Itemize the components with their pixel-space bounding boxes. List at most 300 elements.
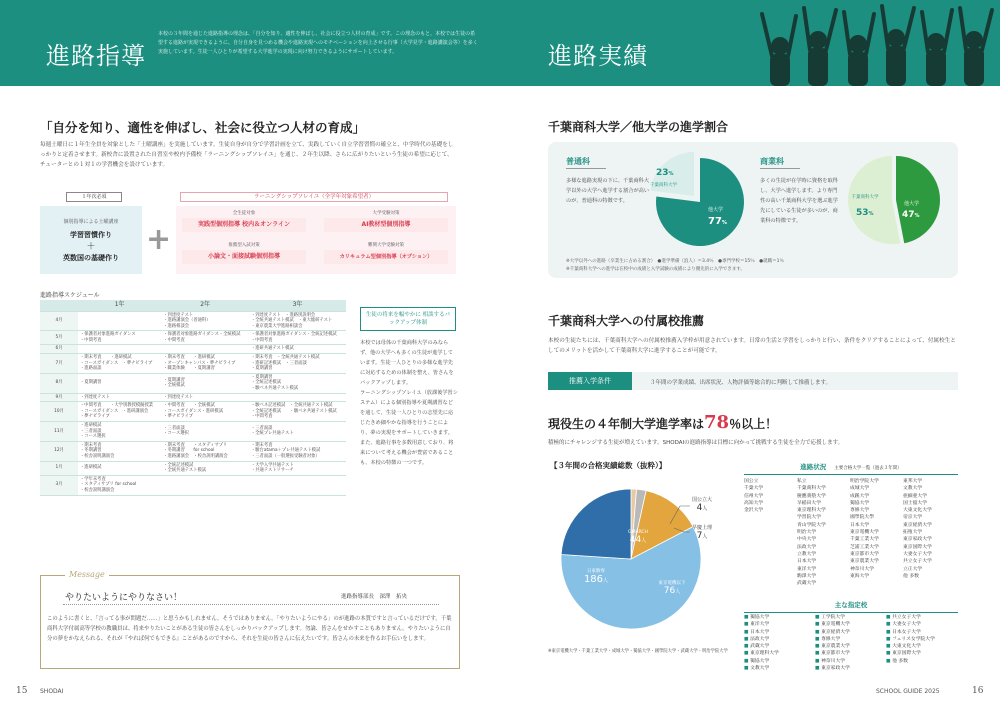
table-row bbox=[40, 354, 346, 374]
univ-column bbox=[797, 478, 850, 587]
message-box bbox=[40, 570, 460, 669]
month-header bbox=[40, 300, 78, 311]
list-item bbox=[744, 485, 797, 492]
list-item bbox=[886, 658, 957, 665]
callout2-val: 7 bbox=[696, 531, 703, 541]
page-title-right: 進路実績 bbox=[548, 42, 648, 70]
shogyo-a-num: 53 bbox=[856, 208, 869, 218]
c4-sub: 難関大学受験対策 bbox=[368, 243, 404, 248]
univ-name: 東京理科大学 bbox=[750, 651, 779, 657]
message-body: このように書くと、「言ってる事が問題だ……」と思うかもしれません。そうではありません。「やりたいようにやる」のが進路の本質ですと言っているだけです。千葉商科大学付属高等学校の教職員は、将来やりたいことがある生徒の皆さんをしっかりバックアップします。勿論、皆さんをせかすこともありません。やりたいように自分の夢をかなえられる、それが『やれば何でもできる』ことがあるのですから、それを生徒の皆さんに伝えたいです。皆さんの未来を作るお手伝いをします。 bbox=[47, 616, 452, 642]
bullet-icon: ■ bbox=[815, 644, 822, 650]
bullet-icon: ■ bbox=[815, 666, 822, 672]
list-item bbox=[815, 658, 886, 665]
univ-name: 成蹊大学 bbox=[850, 493, 870, 499]
list-item bbox=[744, 478, 797, 485]
schedule-month: 5月 bbox=[40, 331, 78, 345]
schedule-month: 10月 bbox=[40, 402, 78, 422]
schedule-month: 11月 bbox=[40, 422, 78, 442]
list-item bbox=[744, 629, 815, 636]
schedule-cell: ・期末考査 ・進研模試 ・オープンキャンパス・夢ナビライブ ・職業体験 ・夏期講習 bbox=[161, 354, 249, 374]
univ-name: 獨協大学 bbox=[750, 615, 770, 620]
bullet-icon: ■ bbox=[815, 636, 822, 642]
univ-name: 大妻女子大学 bbox=[903, 551, 932, 557]
list-item bbox=[886, 636, 957, 643]
support-text: 本校では母体の千葉商科大学のみならず、他の大学へも多くの生徒が進学しています。生徒一人ひとりの多様な進学先に対応するための体制を整え、皆さんをバックアップします。 ラーニングシップソレイユ（放課後学習システム）による個別指導や夏期講習などを通して、生徒一人ひとりの志望先に応じたきめ細やかな指導を行うことにより、夢の実現をサポートしていきます。また、進路行事を多数用意しており、将来について考える機会が豊富であることも、本校の特徴の一つです。 bbox=[360, 340, 458, 466]
message-author: 進路指導部長 深澤 拓央 bbox=[341, 594, 408, 600]
univ-name: 東海大学 bbox=[850, 573, 870, 579]
univ-name: 日本大学 bbox=[797, 559, 817, 565]
schedule-cell: ・三者面談 ・コース選択 bbox=[161, 422, 249, 442]
univ-name: 国士舘大学 bbox=[903, 500, 927, 506]
callout1-unit: 人 bbox=[702, 506, 708, 512]
schedule-cell: ・三者面談 ・全統プレ共通テスト bbox=[249, 422, 346, 442]
univ-name: 東京国際大学 bbox=[903, 544, 932, 550]
schedule-cell: ・駿ベネ記述模試 ・全統共通テスト模試 ・全統記述模試 ・駿ベネ共通テスト模試 ・中間考査 bbox=[249, 402, 346, 422]
list-item bbox=[850, 478, 903, 485]
section1-main: 千葉商科大学／他大学の進学割合 bbox=[548, 120, 729, 134]
list-item bbox=[797, 514, 850, 521]
univ-name: 文教大学 bbox=[903, 486, 923, 492]
univ-name: 駒澤大学 bbox=[797, 573, 817, 579]
pie-note: ※東京電機大学・千葉工業大学・成城大学・獨協大学・國學院大学・武蔵大学・明治学院大学 bbox=[548, 649, 728, 654]
schedule-cell: ・夏期講習 ・全統模試 bbox=[161, 373, 249, 393]
message-divider bbox=[63, 604, 439, 605]
schedule-month: 8月 bbox=[40, 373, 78, 393]
list-item bbox=[850, 573, 903, 580]
univ-name: 大東文化大学 bbox=[892, 644, 921, 650]
schedule-title: 進路指導スケジュール bbox=[40, 292, 100, 299]
table-row bbox=[40, 373, 346, 393]
list-item bbox=[744, 500, 797, 507]
list-item bbox=[850, 514, 903, 521]
table-row bbox=[40, 331, 346, 345]
univ-name: 明治大学 bbox=[797, 530, 817, 536]
futsu-b-num: 77 bbox=[708, 216, 722, 227]
callout2-name: 早慶上理 bbox=[692, 525, 713, 531]
plus-icon: + bbox=[146, 222, 172, 257]
year2-header: 2年 bbox=[161, 300, 249, 311]
univ-column bbox=[850, 478, 903, 580]
bullet-icon: ■ bbox=[886, 651, 893, 657]
bullet-icon: ■ bbox=[815, 658, 822, 664]
univ-name: 早稲田大学 bbox=[797, 500, 821, 506]
table-row bbox=[40, 393, 346, 402]
univ-name: 東洋大学 bbox=[750, 622, 770, 628]
univ-name: 他 多数 bbox=[892, 658, 908, 664]
schedule-cell: ・進研模試 ・三者面談 ・コース選択 bbox=[78, 422, 161, 442]
schedule-cell bbox=[161, 345, 249, 354]
bullet-icon: ■ bbox=[744, 644, 751, 650]
list-item bbox=[886, 629, 957, 636]
table-row bbox=[40, 402, 346, 422]
list-item bbox=[903, 558, 956, 565]
list-item bbox=[886, 643, 957, 650]
univ-name: 共立女子大学 bbox=[903, 559, 932, 565]
univ-name: 芝浦工業大学 bbox=[850, 544, 879, 550]
futsu-name: 普通科 bbox=[566, 157, 590, 166]
univ-column bbox=[886, 614, 957, 665]
bullet-icon: ■ bbox=[886, 644, 893, 650]
univ-name: 國學院大學 bbox=[850, 515, 874, 521]
univ-name: 明治学院大学 bbox=[850, 479, 879, 484]
univ-name: 武蔵大学 bbox=[797, 581, 817, 587]
list-item bbox=[886, 621, 957, 628]
list-item bbox=[903, 485, 956, 492]
list-item bbox=[903, 493, 956, 500]
list-item bbox=[815, 636, 886, 643]
univ-name: 東京経済大学 bbox=[821, 629, 850, 635]
headline: 「自分を知り、適性を伸ばし、社会に役立つ人材の育成」 bbox=[40, 120, 366, 135]
schedule-month: 3月 bbox=[40, 475, 78, 495]
schedule-cell bbox=[78, 311, 161, 331]
futsu-a-num: 23 bbox=[656, 168, 669, 178]
univ-name: 東京農業大学 bbox=[850, 559, 879, 565]
futsu-a-value: 23% bbox=[656, 168, 674, 178]
list-item bbox=[886, 650, 957, 657]
univ-name: 共立女子大学 bbox=[892, 615, 921, 620]
pie-label-other-unit: 人 bbox=[675, 589, 681, 595]
univ-name: 高知大学 bbox=[744, 500, 764, 506]
bullet-icon: ■ bbox=[744, 629, 751, 635]
univ-name: 法政大学 bbox=[797, 544, 817, 550]
univ-name: 学習院大学 bbox=[797, 515, 821, 521]
univ-name: 帝京大学 bbox=[903, 515, 923, 521]
table-row bbox=[40, 441, 346, 461]
schedule-month: 6月 bbox=[40, 345, 78, 354]
list-item bbox=[797, 573, 850, 580]
c2-sub: 大学受験対策 bbox=[372, 211, 400, 216]
shogyo-b-label: 他大学 bbox=[904, 201, 920, 207]
page-number-left: 15 bbox=[16, 686, 28, 696]
bullet-icon: ■ bbox=[744, 651, 751, 657]
univ-name: 東京経済大学 bbox=[903, 522, 932, 528]
table-row bbox=[40, 422, 346, 442]
pie-label-gmarch-val: 44 bbox=[629, 535, 642, 545]
list-item bbox=[850, 522, 903, 529]
univ-name: 専修大学 bbox=[850, 508, 870, 514]
schedule-cell: ・到達度テスト ・進路講演会（普通科） ・進路相談会 bbox=[161, 311, 249, 331]
schedule-month: 1月 bbox=[40, 461, 78, 475]
univ-name: 神奈川大学 bbox=[821, 658, 846, 664]
univ-name: 国公立 bbox=[744, 479, 759, 484]
univ-name: 他 多数 bbox=[903, 573, 919, 579]
list-item bbox=[850, 529, 903, 536]
univ-name: 成城大学 bbox=[850, 486, 870, 492]
pie-label-nkks-unit: 人 bbox=[603, 578, 609, 584]
bullet-icon: ■ bbox=[744, 666, 751, 672]
box1-item2: 英数国の基礎作り bbox=[63, 254, 119, 262]
list-item bbox=[815, 621, 886, 628]
bullet-icon: ■ bbox=[815, 622, 822, 628]
schedule-cell bbox=[249, 393, 346, 402]
bullet-icon: ■ bbox=[744, 622, 751, 628]
schedule-cell: ・保護者対象進路ガイダンス・全統模試 ・中間考査 bbox=[161, 331, 249, 345]
shogyo-pie bbox=[844, 150, 944, 250]
list-item bbox=[850, 558, 903, 565]
univ-name: 東京国際大学 bbox=[892, 651, 921, 657]
table-row bbox=[40, 461, 346, 475]
bullet-icon: ■ bbox=[886, 636, 893, 642]
message-tag: Message bbox=[65, 570, 109, 579]
shogyo-rule bbox=[760, 168, 800, 169]
guide-name: SCHOOL GUIDE 2025 bbox=[876, 688, 940, 695]
univ-name: 立正大学 bbox=[903, 566, 923, 572]
schedule-cell: ・大学入学共通テスト ・共通テストリサーチ bbox=[249, 461, 346, 475]
schedule-cell: ・期末考査 ・駿台atama＋プレ共通テスト模試 ・三者面談（一般選抜受験者対象） bbox=[249, 441, 346, 461]
univ-name: 東京電機大学 bbox=[850, 530, 879, 536]
c1: 実践型個別指導 校内＆オンライン bbox=[182, 218, 306, 232]
univ-name: 青山学院大学 bbox=[797, 522, 826, 528]
univ-name: 千葉大学 bbox=[744, 486, 764, 492]
callout-lines bbox=[660, 496, 700, 536]
box2 bbox=[176, 206, 456, 274]
list-item bbox=[903, 522, 956, 529]
rate-headline bbox=[548, 412, 777, 433]
univ-name: 獨協大学 bbox=[750, 658, 770, 664]
schedule-cell bbox=[161, 475, 249, 495]
intro-text: 本校の３年間を通じた進路指導の理念は、「自分を知り、適性を伸ばし、社会に役立つ人材の育成」です。この理念のもと、本校では生徒の希望する進路が実現できるように、自分自身を見つめる機会や進路実現へのモチベーションを向上させる行事（大学見学・進路講演会等）を多く実施しています。生徒一人ひとりが希望する大学進学の実現に向け努力できるようにサポートしています。 bbox=[158, 31, 478, 55]
schedule-cell: ・進研共通テスト模試 bbox=[249, 345, 346, 354]
list-item bbox=[903, 500, 956, 507]
futsu-rule bbox=[566, 168, 606, 169]
univ-name: 大妻女子大学 bbox=[892, 622, 921, 628]
section1-title bbox=[548, 118, 728, 135]
univ-name: 亜細亜大学 bbox=[903, 493, 927, 499]
list-item bbox=[744, 650, 815, 657]
list-item bbox=[815, 643, 886, 650]
list-item bbox=[903, 536, 956, 543]
univ-name: 東京電機大学 bbox=[821, 622, 850, 628]
univ-name: 大東文化大学 bbox=[903, 508, 932, 514]
pie-label-gmarch-unit: 人 bbox=[641, 538, 647, 544]
list-item bbox=[797, 580, 850, 587]
schedule-cell: ・到達度テスト ・進路別説明会 ・全統共通テスト模試 ・東大総研テスト ・東京農業大学進路相談会 bbox=[249, 311, 346, 331]
univ-name: 工学院大学 bbox=[821, 615, 846, 620]
univ-column bbox=[903, 478, 956, 580]
pie-label-other bbox=[650, 580, 694, 596]
list-item bbox=[797, 544, 850, 551]
list-item bbox=[744, 643, 815, 650]
callout1-val: 4 bbox=[696, 503, 703, 513]
univ-name: 東邦大学 bbox=[903, 479, 923, 484]
list-title-sub: 主要合格大学一覧（過去３年間） bbox=[834, 466, 902, 471]
univ-column bbox=[815, 614, 886, 672]
futsu-b-label: 他大学 bbox=[708, 207, 724, 213]
univ-name: 文教大学 bbox=[750, 666, 770, 672]
pass-title: 【３年間の合格実績総数（抜粋）】 bbox=[550, 461, 667, 470]
univ-name: 武蔵大学 bbox=[750, 644, 770, 650]
list-item bbox=[797, 485, 850, 492]
schedule-cell: ・進研模試 bbox=[78, 461, 161, 475]
univ-name: 法政大学 bbox=[750, 636, 770, 642]
page-title-left: 進路指導 bbox=[46, 42, 146, 70]
schedule-cell: ・期末考査 ・冬期講習 ・校舎説明講演会 bbox=[78, 441, 161, 461]
support-box: 生徒の将来を幅やかに 相談するバックアップ体制 bbox=[360, 307, 456, 331]
list-item bbox=[797, 478, 850, 485]
schedule-cell bbox=[249, 475, 346, 495]
univ-name: 東洋大学 bbox=[797, 566, 817, 572]
univ-column bbox=[744, 614, 815, 672]
list-item bbox=[850, 493, 903, 500]
schedule-cell: ・保護者対象進路ガイダンス ・中間考査 bbox=[78, 331, 161, 345]
box1-label: １年次必須 bbox=[66, 192, 122, 202]
schedule-cell: ・保護者対象進路ガイダンス・全統記述模試 ・中間考査 bbox=[249, 331, 346, 345]
box2-label: ラーニングシップソレイユ（全学年対象希望者） bbox=[180, 192, 448, 202]
list-item bbox=[886, 614, 957, 621]
note1: ※大学以外への進路（卒業生に占める割合） ●進学準備（浪人）＝3.4％ ●専門学校＝15％ ●就職＝1％ bbox=[566, 259, 785, 264]
schedule-cell: ・夏期講習 ・全統記述模試 ・駿ベネ共通テスト模試 bbox=[249, 373, 346, 393]
schedule-cell: ・学年末考査 ・スタディサプリ for school ・校舎説明講演会 bbox=[78, 475, 161, 495]
c4: カリキュラム型個別指導（オプション） bbox=[324, 250, 448, 264]
pie-label-nkks-name: 日東駒専 bbox=[587, 569, 605, 574]
bullet-icon: ■ bbox=[815, 629, 822, 635]
cond-text: ３年間の学業成績、出席状況、人物評価等総合的に判断して推薦します。 bbox=[650, 380, 832, 386]
schedule-cell: ・到達度テスト bbox=[78, 393, 161, 402]
list-item bbox=[744, 493, 797, 500]
list-item bbox=[903, 544, 956, 551]
schedule-cell: ・夏期講習 bbox=[78, 373, 161, 393]
box1-item1: 学習習慣作り bbox=[70, 231, 112, 239]
bullet-icon: ■ bbox=[744, 615, 751, 620]
list-item bbox=[744, 636, 815, 643]
schedule-cell: ・中間考査 ・全統模試 ・コースガイダンス・進研模試 ・夢ナビライブ bbox=[161, 402, 249, 422]
list-item bbox=[797, 500, 850, 507]
list-item bbox=[744, 621, 815, 628]
univ-name: 専修大学 bbox=[821, 636, 841, 642]
shitei-columns bbox=[744, 614, 958, 676]
pie-label-gmarch-name: GMARCH bbox=[628, 530, 648, 535]
bullet-icon: ■ bbox=[886, 658, 893, 664]
shogyo-b-num: 47 bbox=[902, 210, 915, 220]
univ-name: 東京農業大学 bbox=[821, 644, 850, 650]
list-item bbox=[903, 507, 956, 514]
list-item bbox=[797, 536, 850, 543]
list-item bbox=[903, 478, 956, 485]
list-item bbox=[850, 507, 903, 514]
list-item bbox=[744, 507, 797, 514]
schedule-table bbox=[40, 300, 346, 496]
univ-name: 中央大学 bbox=[797, 537, 817, 543]
futsu-pie bbox=[648, 150, 748, 250]
list-item bbox=[815, 629, 886, 636]
body-text: 毎週土曜日に１年生全員を対象とした「土曜講座」を実施しています。生徒自身が自分で学習計画を立て、実践していく自立学習習慣の確立と、中学時代の基礎をしっかりと定着させます。新校舎に設置された自習室や校内予備校「ラーニングシップソレイユ」を通じ、２年生以降、さらに広がりたいという生徒の希望に応じて、チューターとの１対１の学習機会を設けています。 bbox=[40, 142, 454, 168]
year1-header: 1年 bbox=[78, 300, 161, 311]
school-name: SHODAI bbox=[40, 688, 64, 695]
year3-header: 3年 bbox=[249, 300, 346, 311]
bullet-icon: ■ bbox=[886, 622, 893, 628]
list-item bbox=[797, 493, 850, 500]
list-item bbox=[815, 665, 886, 672]
schedule-month: 9月 bbox=[40, 393, 78, 402]
shogyo-desc: 多くの生徒が在学時に資格を取得し、大学へ進学します。より専門性の高い千葉商科大学を選ぶ進学先にしている生徒が多いのが、商業科の特徴です。 bbox=[760, 178, 838, 224]
shogyo-b-value: 47% bbox=[902, 210, 920, 220]
box1-sub: 個別指導による土曜講座 bbox=[63, 219, 119, 225]
univ-name: 東京都市大学 bbox=[850, 551, 879, 557]
box1 bbox=[40, 206, 142, 274]
list-item bbox=[850, 551, 903, 558]
futsu-a-label: 千葉商科大学 bbox=[650, 183, 677, 188]
schedule-cell bbox=[78, 345, 161, 354]
message-title: やりたいようにやりなさい！ bbox=[65, 593, 183, 603]
univ-name: 慶應義塾大学 bbox=[797, 493, 826, 499]
univ-name: 信州大学 bbox=[744, 493, 764, 499]
schedule-month: 7月 bbox=[40, 354, 78, 374]
schedule-month: 4月 bbox=[40, 311, 78, 331]
schedule-cell: ・全統記述模試 ・全統共通テスト模試 bbox=[161, 461, 249, 475]
note2: ※千葉商科大学への進学は在校中の成績と入学試験の成績により優先的に入学できます。 bbox=[566, 267, 745, 272]
bullet-icon: ■ bbox=[815, 615, 822, 620]
cond-label: 推薦入学条件 bbox=[548, 372, 632, 390]
table-row bbox=[40, 345, 346, 354]
univ-name: 私立 bbox=[797, 479, 807, 484]
univ-column bbox=[744, 478, 797, 514]
univ-name: 千葉商科大学 bbox=[797, 486, 826, 492]
list-item bbox=[903, 529, 956, 536]
table-row bbox=[40, 311, 346, 331]
list-item bbox=[903, 514, 956, 521]
c2: AI教材型個別指導 bbox=[324, 218, 448, 232]
students-photo bbox=[740, 0, 1000, 86]
c1-sub: 全生徒対象 bbox=[232, 211, 256, 216]
list-item bbox=[744, 614, 815, 621]
univ-name: 拓殖大学 bbox=[903, 530, 923, 536]
univ-name: 東京都市大学 bbox=[821, 651, 850, 657]
list-title-main: 進路状況 bbox=[800, 463, 827, 471]
schedule-cell: ・期末考査 ・進研模試 ・コースガイダンス ・夢ナビライブ ・進路面談 bbox=[78, 354, 161, 374]
univ-name: 金沢大学 bbox=[744, 508, 764, 514]
list2-title: 主な指定校 bbox=[744, 600, 958, 613]
list-item bbox=[797, 566, 850, 573]
bullet-icon: ■ bbox=[815, 651, 822, 657]
pie-label-gmarch bbox=[616, 530, 660, 545]
schedule-cell: ・到達度テスト bbox=[161, 393, 249, 402]
univ-name: 東京理科大学 bbox=[797, 508, 826, 514]
shogyo-name: 商業科 bbox=[760, 157, 784, 166]
bullet-icon: ■ bbox=[744, 658, 751, 664]
section2-text: 本校の生徒たちには、千葉商科大学への付属校推薦入学枠が用意されています。日常の生活と学習をしっかりと行い、条件をクリアすることによって、付属校生としてのメリットを活かして千葉商科大学に進学することが可能です。 bbox=[548, 338, 956, 354]
univ-columns bbox=[744, 478, 958, 588]
pie-label-other-name: 東京電機以下 bbox=[658, 581, 686, 586]
list-item bbox=[850, 536, 903, 543]
callout2-unit: 人 bbox=[702, 534, 708, 540]
list-item bbox=[903, 573, 956, 580]
univ-name: 千葉工業大学 bbox=[850, 537, 879, 543]
bullet-icon: ■ bbox=[886, 615, 893, 620]
pie-label-nkks-val: 186 bbox=[583, 574, 604, 585]
list-item bbox=[797, 551, 850, 558]
list-item bbox=[850, 500, 903, 507]
rate-pre: 現役生の４年制大学進学率は bbox=[548, 417, 705, 431]
univ-name: 神奈川大学 bbox=[850, 566, 874, 572]
pass-pie-slice bbox=[561, 489, 631, 559]
bullet-icon: ■ bbox=[744, 636, 751, 642]
diagram bbox=[40, 190, 460, 276]
box1-plus: ＋ bbox=[86, 242, 96, 252]
schedule-cell: ・期末考査 ・全統共通テスト模試 ・進研記述模試 ・三者面談 ・夏期講習 bbox=[249, 354, 346, 374]
rate-post: ％以上！ bbox=[729, 417, 778, 431]
list-title bbox=[744, 462, 958, 475]
univ-name: 日本女子大学 bbox=[892, 629, 921, 635]
futsu-desc: 多様な進路実現の下に、千葉商科大学以外の大学へ進学する割合が高いのが、普通科の特徴です。 bbox=[566, 178, 650, 204]
section2-title: 千葉商科大学への付属校推薦 bbox=[548, 314, 705, 328]
list-item bbox=[850, 566, 903, 573]
list-item bbox=[903, 566, 956, 573]
rate-value: 78 bbox=[704, 412, 730, 433]
univ-name: 東京家政大学 bbox=[821, 666, 850, 672]
schedule-month: 12月 bbox=[40, 441, 78, 461]
list-item bbox=[815, 650, 886, 657]
